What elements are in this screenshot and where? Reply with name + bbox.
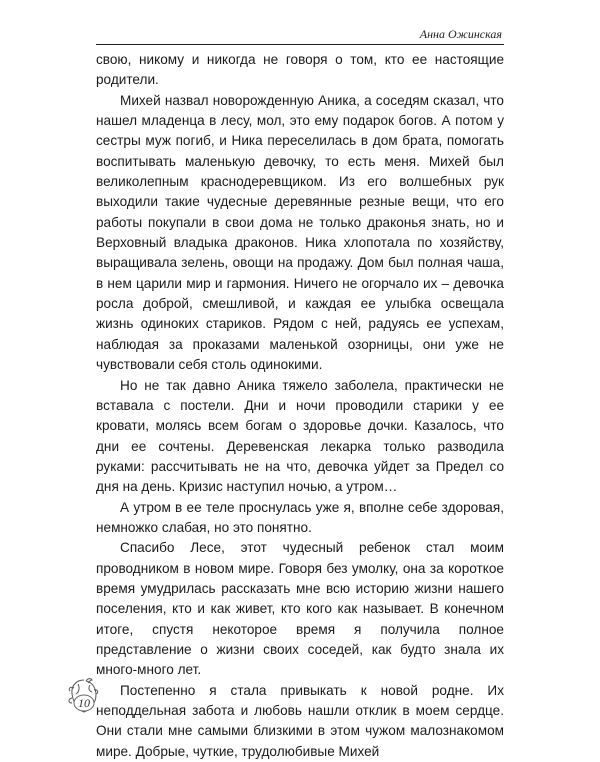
header-author: Анна Ожинская bbox=[419, 27, 502, 41]
page-number-ornament bbox=[66, 676, 102, 716]
running-header bbox=[96, 24, 504, 45]
paragraph-1: свою, никому и никогда не говоря о том, кто ее настоящие родители. bbox=[96, 52, 504, 88]
page-number: 10 bbox=[78, 696, 90, 710]
paragraph-2: Михей назвал новорожденную Аника, а соседям сказал, что нашел младенца в лесу, мол, это ему подарок богов. А потом у сестры муж погиб, и Ника переселилась в дом брата, помогать воспитывать маленькую девочку, то есть меня. Михей был великолепным краснодеревщиком. Из его волшебных рук выходили такие чудесные деревянные резные вещи, что его работы покупали в свои дома не только драконья знать, но и Верховный владыка драконов. Ника хлопотала по хозяйству, выращивала зелень, овощи на продажу. Дом был полная чаша, в нем царили мир и гармония. Ничего не огорчало их – девочка росла доброй, смешливой, и каждая ее улыбка освещала жизнь одиноких стариков. Рядом с ней, радуясь ее успехам, наблюдая за проказами маленькой озорницы, они уже не чувствовали себя столь одинокими. bbox=[96, 92, 504, 373]
body-text bbox=[96, 50, 504, 762]
paragraph-6: Постепенно я стала привыкать к новой родне. Их неподдельная забота и любовь нашли отклик в моем сердце. Они стали мне самыми близкими в этом чужом малознакомом мире. Добрые, чуткие, трудолюбивые Михей bbox=[96, 682, 504, 759]
paragraph-4: А утром в ее теле проснулась уже я, вполне себе здоровая, немножко слабая, но это понятно. bbox=[96, 499, 504, 535]
paragraph-5: Спасибо Лесе, этот чудесный ребенок стал моим проводником в новом мире. Говоря без умолку, она за короткое время умудрилась рассказать мне всю историю жизни нашего поселения, кто и как живет, кто кого как называет. В конечном итоге, спустя некоторое время я получила полное представление о жизни своих соседей, как будто знала их много-много лет. bbox=[96, 540, 504, 678]
paragraph-3: Но не так давно Аника тяжело заболела, практически не вставала с постели. Дни и ночи проводили старики у ее кровати, молясь всем богам о здоровье дочки. Казалось, что дни ее сочтены. Деревенская лекарка только разводила руками: рассчитывать не на что, девочка уйдет за Предел со дня на день. Кризис наступил ночью, а утром… bbox=[96, 377, 504, 495]
